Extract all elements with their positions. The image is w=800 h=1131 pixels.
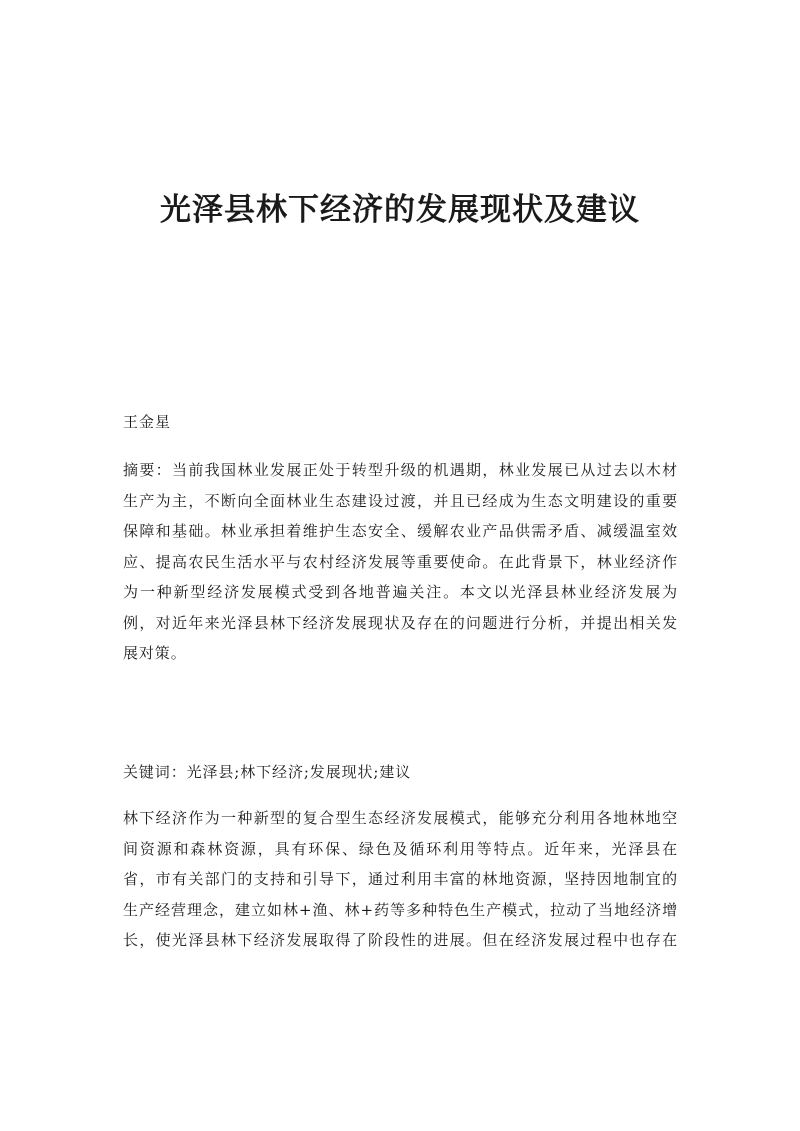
body-line: 间资源和森林资源，具有环保、绿色及循环利用等特点。近年来，光泽县在 [123, 839, 678, 858]
abstract-line: 生产为主，不断向全面林业生态建设过渡，并且已经成为生态文明建设的重要 [123, 491, 678, 510]
abstract-line: 应、提高农民生活水平与农村经济发展等重要使命。在此背景下，林业经济作 [123, 552, 678, 571]
keywords-line: 关键词：光泽县;林下经济;发展现状;建议 [123, 763, 412, 781]
body-line: 林下经济作为一种新型的复合型生态经济发展模式，能够充分利用各地林地空 [123, 809, 678, 827]
abstract-line: 展对策。 [123, 644, 187, 662]
author-name: 王金星 [123, 413, 172, 431]
body-line: 长，使光泽县林下经济发展取得了阶段性的进展。但在经济发展过程中也存在 [123, 931, 678, 949]
body-line: 生产经营理念，建立如林+渔、林+药等多种特色生产模式，拉动了当地经济增 [123, 900, 678, 919]
document-title: 光泽县林下经济的发展现状及建议 [160, 192, 640, 228]
abstract-line: 例，对近年来光泽县林下经济发展现状及存在的问题进行分析，并提出相关发 [123, 613, 678, 632]
abstract-line: 摘要：当前我国林业发展正处于转型升级的机遇期，林业发展已从过去以木材 [123, 461, 678, 479]
abstract-paragraph [123, 455, 678, 669]
body-line: 省，市有关部门的支持和引导下，通过利用丰富的林地资源，坚持因地制宜的 [123, 870, 678, 888]
body-paragraph [123, 803, 678, 956]
abstract-line: 保障和基础。林业承担着维护生态安全、缓解农业产品供需矛盾、减缓温室效 [123, 522, 678, 540]
abstract-line: 为一种新型经济发展模式受到各地普遍关注。本文以光泽县林业经济发展为 [123, 583, 678, 601]
